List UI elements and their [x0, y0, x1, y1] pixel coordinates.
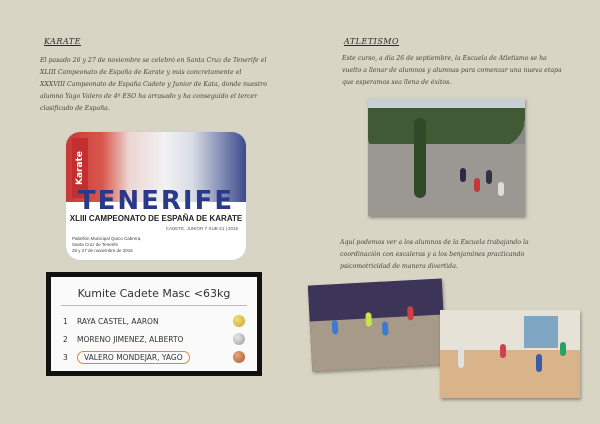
ladder-drill-photo: [308, 279, 446, 372]
result-name: MORENO JIMENEZ, ALBERTO: [77, 334, 184, 344]
track-photo-person: [486, 170, 492, 184]
track-photo-trees: [368, 108, 525, 148]
atletismo-paragraph-1: Este curso, a día 26 de septiembre, la Escuela de Atletismo se ha vuelto a llenar de alumnos y alumnas para comenzar una nueva etapa que esperamos sea llena de éxitos.: [342, 55, 562, 86]
gym-photo-floor: [310, 315, 446, 372]
result-row: [63, 331, 245, 347]
gym2-photo-kid: [560, 342, 566, 356]
karate-paragraph: El pasado 26 y 27 de noviembre se celebró en Santa Cruz de Tenerife el XLIII Campeonato de España de Karate y más concretamente el XXXVIII Campeonato de España Cadete y Junior de Kata, donde nuestro alumno Yago Valero de 4º ESO ha arrasado y ha conseguido el tercer clasificado de España.: [40, 57, 267, 112]
track-photo-court: [368, 144, 525, 216]
result-position: 2: [63, 334, 68, 344]
gym2-photo-kid: [536, 354, 542, 372]
results-table: [46, 272, 262, 376]
poster-title: XLIII CAMPEONATO DE ESPAÑA DE KARATE: [69, 214, 243, 223]
results-divider: [61, 305, 247, 306]
track-photo-person: [474, 178, 480, 192]
result-position: 3: [63, 352, 68, 362]
poster-venue-line2: Santa Cruz de Tenerife: [72, 242, 118, 247]
poster-venue-line1: Pabellón Municipal Quico Cabrera,: [72, 236, 142, 241]
result-name: RAYA CASTEL, AARON: [77, 316, 159, 326]
results-panel: [51, 277, 257, 371]
bronze-medal-icon: [233, 351, 245, 363]
gym-photo-kid: [382, 321, 389, 335]
gym-photo-kid: [365, 312, 372, 326]
gold-medal-icon: [233, 315, 245, 327]
championship-poster: [66, 132, 246, 260]
track-photo-person: [460, 168, 466, 182]
results-title: Kumite Cadete Masc <63kg: [77, 287, 231, 300]
gym2-photo-kid: [500, 344, 506, 358]
track-photo-person: [498, 182, 504, 196]
poster-vertical-label: Karate: [72, 138, 88, 198]
track-photo-cypress: [414, 118, 426, 198]
gym2-photo-door: [524, 316, 558, 348]
poster-categories: CADETE, JUNIOR Y SUB-21 | 2016: [165, 226, 238, 231]
result-position: 1: [63, 316, 68, 326]
silver-medal-icon: [233, 333, 245, 345]
track-photo: [368, 98, 525, 216]
poster-dates: 26 y 27 de noviembre de 2016: [72, 248, 133, 253]
poster-venue: [72, 236, 192, 254]
atletismo-paragraph-2: Aquí podemos ver a los alumnos de la Escuela trabajando la coordinación con escaleras y a los benjamines practicando psicomotricidad de manera divertida.: [340, 239, 529, 270]
atletismo-heading: ATLETISMO: [344, 37, 400, 46]
poster-city: TENERIFE: [77, 186, 235, 216]
result-row: [63, 349, 245, 365]
karate-heading: KARATE: [44, 37, 81, 46]
gym2-photo-kid: [458, 346, 464, 368]
psychomotor-photo: [440, 310, 580, 398]
gym-photo-kid: [332, 320, 339, 334]
result-row: [63, 313, 245, 329]
result-name-highlighted: VALERO MONDEJAR, YAGO: [77, 351, 190, 364]
gym-photo-kid: [407, 306, 414, 320]
